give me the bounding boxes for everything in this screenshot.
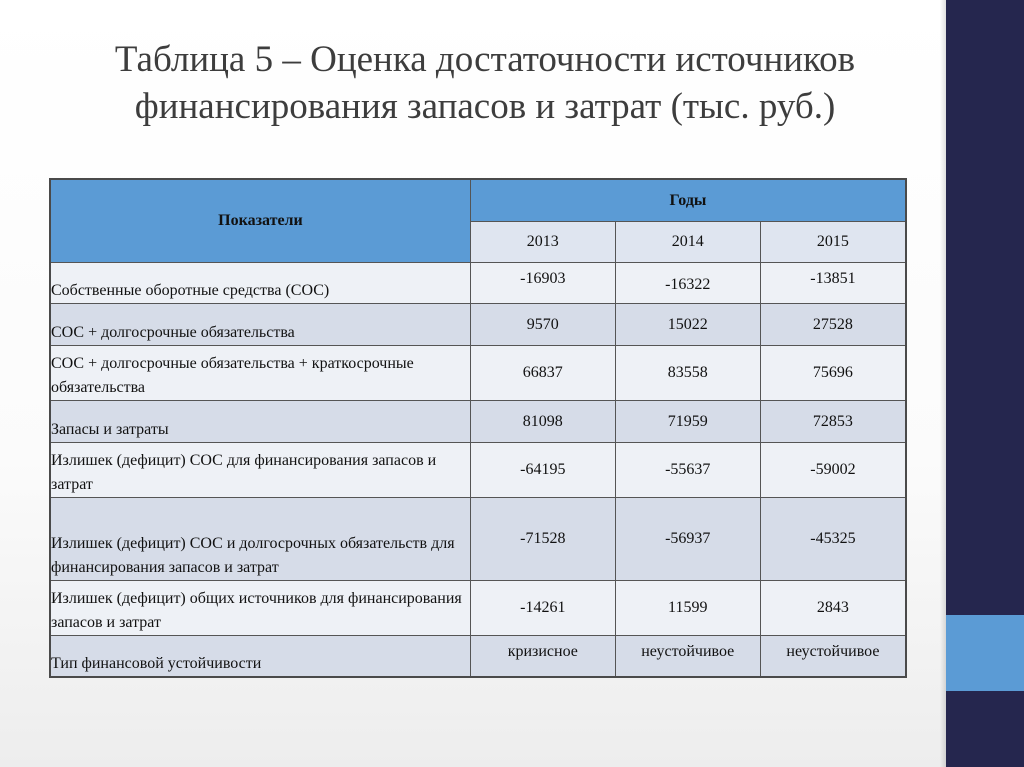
table-row	[50, 636, 906, 677]
row-value-2015	[760, 636, 906, 677]
table-row	[50, 304, 906, 346]
row-value-2015: -45325	[760, 498, 906, 581]
header-year-2014: 2014	[615, 222, 760, 263]
cell-text: неустойчивое	[786, 642, 880, 660]
row-value-2015: -59002	[760, 443, 906, 498]
cell-text: кризисное	[507, 642, 578, 660]
cell-text: неустойчивое	[641, 642, 735, 660]
row-value-2014: 71959	[615, 401, 760, 443]
title-line-2: финансирования запасов и затрат (тыс. руб.)	[134, 86, 836, 127]
table-row	[50, 498, 906, 581]
page-title	[60, 36, 910, 130]
row-value-2014	[615, 636, 760, 677]
row-value-2013: -14261	[470, 581, 615, 636]
row-label: Излишек (дефицит) общих источников для финансирования запасов и затрат	[50, 581, 470, 636]
row-value-2014	[615, 263, 760, 304]
row-value-2014: -55637	[615, 443, 760, 498]
row-value-2014: -56937	[615, 498, 760, 581]
title-line-1: Таблица 5 – Оценка достаточности источников	[114, 39, 856, 80]
row-label: Излишек (дефицит) СОС и долгосрочных обязательств для финансирования запасов и затрат	[50, 498, 470, 581]
financing-table	[49, 178, 907, 678]
header-year-2013: 2013	[470, 222, 615, 263]
row-label: СОС + долгосрочные обязательства + краткосрочные обязательства	[50, 346, 470, 401]
row-value-2013	[470, 636, 615, 677]
table-row	[50, 443, 906, 498]
table-row	[50, 263, 906, 304]
header-indicators: Показатели	[50, 179, 470, 263]
row-value-2015: 75696	[760, 346, 906, 401]
cell-text: -16322	[665, 276, 711, 293]
row-value-2013: -71528	[470, 498, 615, 581]
row-value-2013: 66837	[470, 346, 615, 401]
row-value-2013: 9570	[470, 304, 615, 346]
row-label: Тип финансовой устойчивости	[50, 636, 470, 677]
row-value-2014: 83558	[615, 346, 760, 401]
cell-text: -13851	[810, 270, 856, 287]
table-row	[50, 401, 906, 443]
row-label: Запасы и затраты	[50, 401, 470, 443]
row-value-2015: 72853	[760, 401, 906, 443]
row-label: СОС + долгосрочные обязательства	[50, 304, 470, 346]
table-row	[50, 581, 906, 636]
row-value-2013: 81098	[470, 401, 615, 443]
row-value-2013: -64195	[470, 443, 615, 498]
header-year-2015: 2015	[760, 222, 906, 263]
row-value-2014: 15022	[615, 304, 760, 346]
row-value-2013	[470, 263, 615, 304]
header-years: Годы	[470, 179, 906, 222]
row-label: Излишек (дефицит) СОС для финансирования запасов и затрат	[50, 443, 470, 498]
cell-text: -16903	[520, 270, 566, 287]
row-value-2015	[760, 263, 906, 304]
row-value-2015: 27528	[760, 304, 906, 346]
table-row	[50, 346, 906, 401]
row-label: Собственные оборотные средства (СОС)	[50, 263, 470, 304]
row-value-2014: 11599	[615, 581, 760, 636]
sidebar-decoration-accent	[946, 615, 1024, 691]
row-value-2015: 2843	[760, 581, 906, 636]
